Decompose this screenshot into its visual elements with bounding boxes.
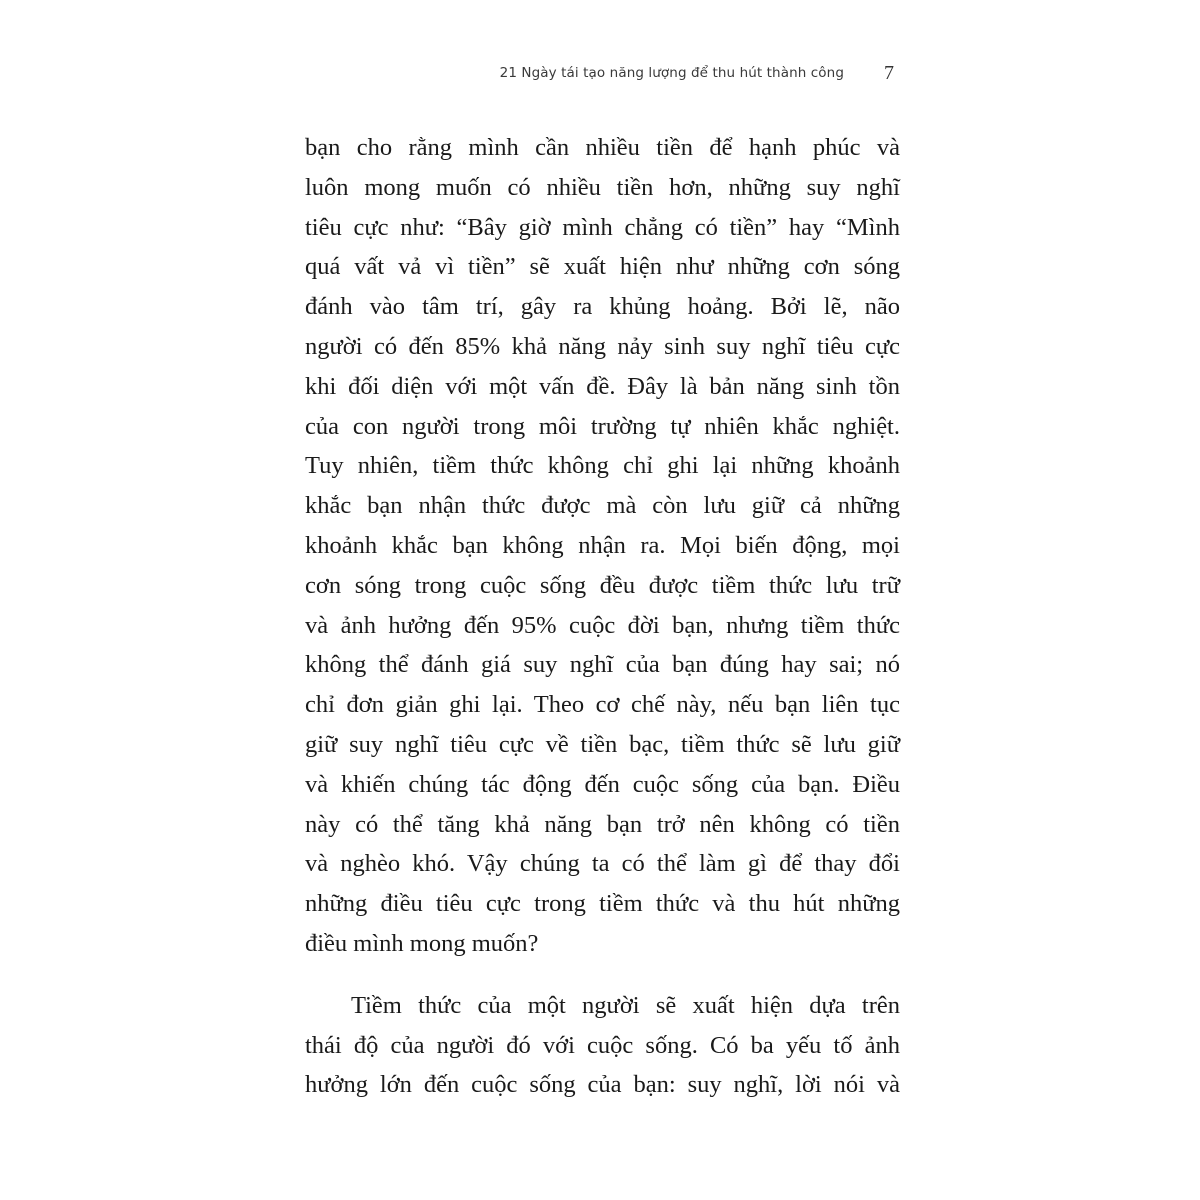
body-text [305,128,900,1105]
text-line: giữ suy nghĩ tiêu cực về tiền bạc, tiềm thức sẽ lưu giữ [305,730,900,758]
text-line: và khiến chúng tác động đến cuộc sống của bạn. Điều [305,770,900,798]
text-line: tiêu cực như: “Bây giờ mình chẳng có tiền” hay “Mình [305,213,900,241]
page-number: 7 [884,61,894,84]
text-line: quá vất vả vì tiền” sẽ xuất hiện như những cơn sóng [305,253,900,281]
text-line: cơn sóng trong cuộc sống đều được tiềm thức lưu trữ [305,571,900,599]
text-line: khắc bạn nhận thức được mà còn lưu giữ cả những [305,492,900,520]
text-line: hưởng lớn đến cuộc sống của bạn: suy nghĩ, lời nói và [305,1071,900,1099]
paragraph-1 [305,128,900,964]
text-line: chỉ đơn giản ghi lại. Theo cơ chế này, nếu bạn liên tục [305,691,900,719]
text-line: bạn cho rằng mình cần nhiều tiền để hạnh phúc và [305,134,900,161]
running-header [500,58,900,88]
text-line: thái độ của người đó với cuộc sống. Có ba yếu tố ảnh [305,1031,900,1059]
text-line: luôn mong muốn có nhiều tiền hơn, những suy nghĩ [305,173,900,201]
running-title: 21 Ngày tái tạo năng lượng để thu hút thành công [499,65,844,81]
text-line: và ảnh hưởng đến 95% cuộc đời bạn, nhưng tiềm thức [305,611,900,639]
text-line: và nghèo khó. Vậy chúng ta có thể làm gì để thay đổi [305,850,900,878]
text-line: điều mình mong muốn? [305,929,539,957]
text-line: không thể đánh giá suy nghĩ của bạn đúng hay sai; nó [305,651,900,679]
text-line: khi đối diện với một vấn đề. Đây là bản năng sinh tồn [305,372,900,400]
text-line: của con người trong môi trường tự nhiên khắc nghiệt. [305,412,900,440]
paragraph-2 [305,986,900,1105]
text-line: khoảnh khắc bạn không nhận ra. Mọi biến động, mọi [305,531,900,559]
text-line: này có thể tăng khả năng bạn trở nên không có tiền [305,810,900,838]
text-line: đánh vào tâm trí, gây ra khủng hoảng. Bởi lẽ, não [305,293,900,321]
text-line: những điều tiêu cực trong tiềm thức và thu hút những [305,890,900,918]
text-line: Tiềm thức của một người sẽ xuất hiện dựa trên [351,991,900,1019]
text-line: Tuy nhiên, tiềm thức không chỉ ghi lại những khoảnh [305,452,900,480]
text-line: người có đến 85% khả năng nảy sinh suy nghĩ tiêu cực [305,332,900,360]
